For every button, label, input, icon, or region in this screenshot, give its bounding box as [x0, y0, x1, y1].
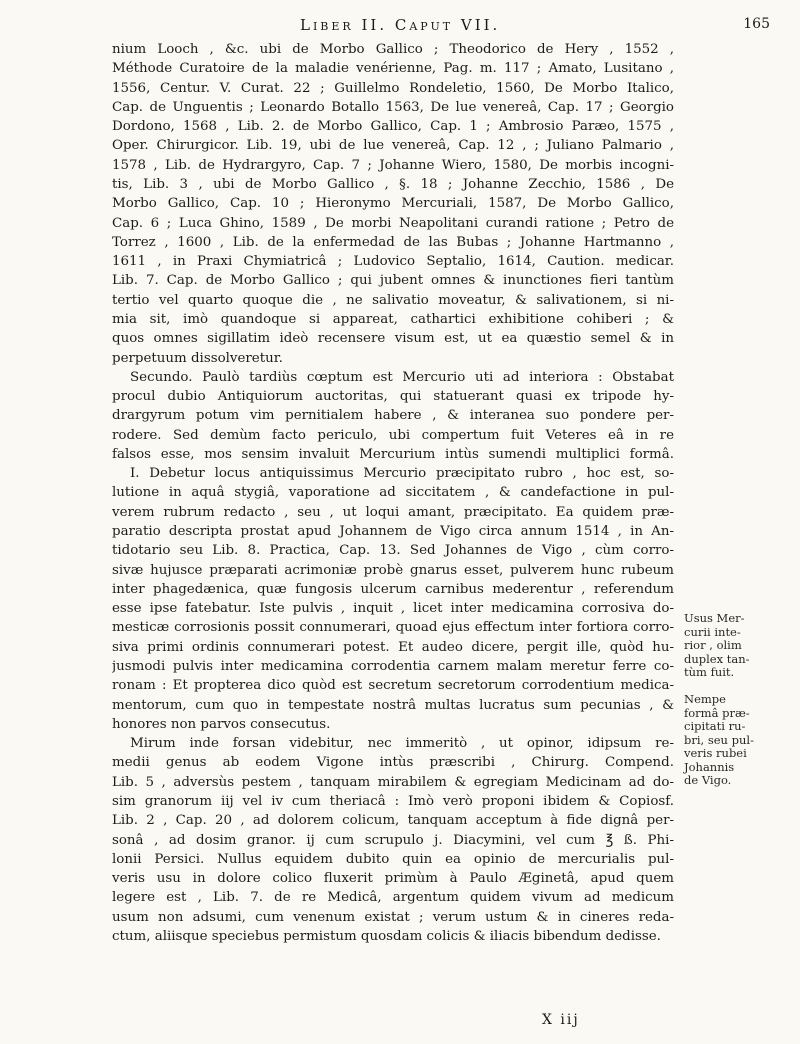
text-line: drargyrum potum vim pernitialem habere , & interanea suo pondere per-	[112, 408, 674, 424]
margin-note-nempe	[684, 693, 774, 788]
text-line: 1578 , Lib. de Hydrargyro, Cap. 7 ; Johanne Wiero, 1580, De morbis incogni-	[112, 157, 674, 173]
text-line: Méthode Curatoire de la maladie venérienne, Pag. m. 117 ; Amato, Lusitano ,	[112, 61, 674, 77]
text-line: Cap. 6 ; Luca Ghino, 1589 , De morbi Neapolitani curandi ratione ; Petro de	[112, 215, 674, 231]
margin-note-line: cipitati ru-	[684, 719, 746, 733]
margin-note-line: duplex tan-	[684, 651, 750, 666]
text-line: Secundo. Paulò tardiùs cœptum est Mercurio uti ad interiora : Obstabat	[130, 369, 674, 385]
text-line: falsos esse, mos sensim invaluit Mercurium intùs sumendi multiplici formâ.	[112, 446, 674, 462]
text-line: Torrez , 1600 , Lib. de la enfermedad de las Bubas ; Johanne Hartmanno ,	[112, 234, 674, 250]
margin-note-line: bri, seu pul-	[684, 732, 754, 747]
text-line: tis, Lib. 3 , ubi de Morbo Gallico , §. 18 ; Johanne Zecchio, 1586 , De	[112, 176, 674, 192]
text-line: procul dubio Antiquiorum auctoritas, qui statuerant quasi ex tripode hy-	[112, 389, 674, 405]
text-line: 1611 , in Praxi Chymiatricâ ; Ludovico Septalio, 1614, Caution. medicar.	[112, 254, 674, 270]
margin-note-line: Johannis	[684, 759, 735, 774]
text-line: tidotario seu Lib. 8. Practica, Cap. 13. Sed Johannes de Vigo , cùm corro-	[112, 543, 674, 559]
text-line: Lib. 2 , Cap. 20 , ad dolorem colicum, tanquam acceptum à fide dignâ per-	[112, 813, 674, 829]
running-title: Liber II. Caput VII.	[300, 16, 501, 34]
text-line: rodere. Sed demùm facto periculo, ubi compertum fuit Veteres eâ in re	[112, 427, 674, 443]
text-line: Lib. 7. Cap. de Morbo Gallico ; qui jubent omnes & inunctiones fieri tantùm	[112, 273, 674, 289]
text-line: veris usu in dolore colico fluxerit primùm à Paulo Æginetâ, apud quem	[112, 871, 674, 887]
text-line: quos omnes sigillatim ideò recensere visum est, ut ea quæstio semel & in	[112, 331, 674, 347]
text-line: lonii Persici. Nullus equidem dubito quin ea opinio de mercurialis pul-	[112, 851, 674, 867]
text-line: sim granorum iij vel iv cum theriacâ : Imò verò proponi ibidem & Copiosf.	[112, 793, 674, 809]
text-line: Mirum inde forsan videbitur, nec immeritò , ut opinor, idipsum re-	[130, 736, 674, 752]
text-line: verem rubrum redacto , seu , ut loqui amant, præcipitato. Ea quidem præ-	[112, 504, 674, 520]
text-line: ctum, aliisque speciebus permistum quosdam colicis & iliacis bibendum dedisse.	[112, 928, 661, 944]
text-line: I. Debetur locus antiquissimus Mercurio præcipitato rubro , hoc est, so-	[130, 466, 674, 482]
text-line: sivæ hujusce præparati acrimoniæ probè gnarus esset, pulverem hunc rubeum	[112, 562, 674, 578]
text-line: jusmodi pulvis inter medicamina corrodentia carnem malam meretur ferre co-	[112, 659, 674, 674]
text-line: honores non parvos consecutus.	[112, 716, 331, 732]
text-line: nium Looch , &c. ubi de Morbo Gallico ; Theodorico de Hery , 1552 ,	[112, 42, 674, 57]
text-line: Lib. 5 , adversùs pestem , tanquam mirabilem & egregiam Medicinam ad do-	[112, 774, 674, 790]
margin-note-line: de Vigo.	[684, 773, 732, 787]
text-line: perpetuum dissolveretur.	[112, 350, 283, 366]
margin-note-line: Usus Mer-	[684, 611, 745, 625]
main-text	[112, 40, 674, 946]
text-line: medii genus ab eodem Vigone intùs præscribi , Chirurg. Compend.	[112, 755, 674, 771]
text-line: sonâ , ad dosim granor. ij cum scrupulo j. Diacymini, vel cum ℥ ß. Phi-	[112, 832, 674, 848]
text-line: Cap. de Unguentis ; Leonardo Botallo 1563, De lue venereâ, Cap. 17 ; Georgio	[112, 99, 674, 115]
text-line: Dordono, 1568 , Lib. 2. de Morbo Gallico, Cap. 1 ; Ambrosio Paræo, 1575 ,	[112, 119, 674, 135]
text-line: lutione in aquâ stygiâ, vaporatione ad siccitatem , & candefactione in pul-	[112, 485, 674, 501]
margin-note-line: formâ præ-	[684, 705, 750, 720]
text-line: esse ipse fatebatur. Iste pulvis , inquit , licet inter medicamina corrosiva do-	[112, 601, 674, 617]
margin-note-line: veris rubei	[684, 746, 747, 760]
margin-note-usus-mercurii	[684, 612, 774, 680]
page-number: 165	[743, 16, 770, 32]
text-line: usum non adsumi, cum venenum existat ; verum ustum & in cineres reda-	[112, 909, 674, 925]
text-line: mesticæ corrosionis possit connumerari, quoad ejus effectum inter fortiora corro-	[112, 620, 674, 636]
text-line: paratio descripta prostat apud Johannem de Vigo circa annum 1514 , in An-	[112, 524, 674, 540]
text-line: Oper. Chirurgicor. Lib. 19, ubi de lue venereâ, Cap. 12 , ; Juliano Palmario ,	[112, 138, 674, 154]
signature-mark: X iij	[542, 1012, 580, 1028]
text-line: legere est , Lib. 7. de re Medicâ, argentum quidem vivum ad medicum	[112, 890, 674, 906]
margin-note-line: tùm fuit.	[684, 665, 735, 679]
text-line: 1556, Centur. V. Curat. 22 ; Guillelmo Rondeletio, 1560, De Morbo Italico,	[112, 80, 674, 96]
text-line: tertio vel quarto quoque die , ne salivatio moveatur, & salivationem, si ni-	[112, 292, 674, 308]
text-line: siva primi ordinis connumerari potest. Et audeo dicere, pergit ille, quòd hu-	[112, 639, 674, 655]
text-line: ronam : Et propterea dico quòd est secretum secretorum corrodentium medica-	[112, 678, 674, 694]
text-line: Morbo Gallico, Cap. 10 ; Hieronymo Mercuriali, 1587, De Morbo Gallico,	[112, 196, 674, 212]
margin-note-line: Nempe	[684, 692, 726, 706]
text-line: mia sit, imò quandoque si appareat, cathartici exhibitione cohiberi ; &	[112, 311, 674, 327]
running-header	[300, 14, 770, 38]
text-line: inter phagedænica, quæ fungosis ulcerum carnibus mederentur , referendum	[112, 581, 674, 597]
margin-note-line: rior , olim	[684, 638, 742, 652]
margin-note-line: curii inte-	[684, 624, 741, 639]
text-line: mentorum, cum quo in tempestate nostrâ multas lucratus sum pecunias , &	[112, 697, 674, 713]
